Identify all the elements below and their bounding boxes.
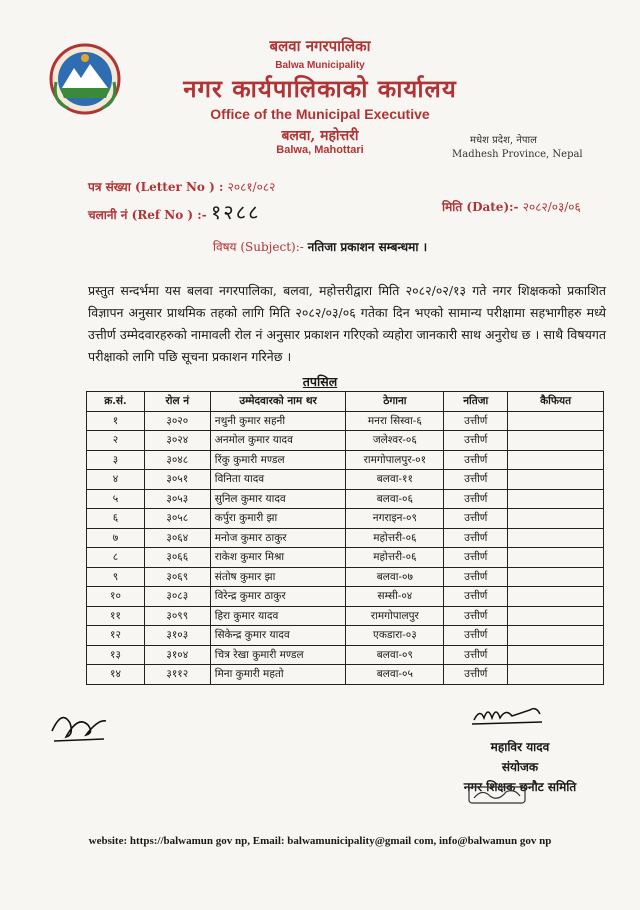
ref-number-label: चलानी नं (Ref No ) :- — [88, 208, 207, 222]
header-result: नतिजा — [444, 392, 508, 412]
date-value: २०८२/०३/०६ — [522, 200, 581, 214]
office-name-en: Office of the Municipal Executive — [210, 106, 430, 122]
office-name-np: नगर कार्यपालिकाको कार्यालय — [183, 74, 457, 103]
subject-line — [0, 238, 640, 255]
cell-serial: ६ — [87, 509, 145, 529]
cell-address: बलवा-०७ — [346, 567, 444, 587]
cell-roll-no: ३०४८ — [144, 450, 210, 470]
cell-address: रामगोपालपुर-०१ — [346, 450, 444, 470]
signatory-signature — [470, 702, 550, 726]
municipality-name-np: बलवा नगरपालिका — [269, 37, 371, 55]
cell-roll-no: ३०२४ — [144, 431, 210, 451]
date-label: मिति (Date):- — [442, 200, 519, 214]
cell-remarks — [508, 431, 604, 451]
official-stamp — [468, 786, 526, 804]
cell-roll-no: ३०५३ — [144, 489, 210, 509]
cell-remarks — [508, 548, 604, 568]
cell-serial: २ — [87, 431, 145, 451]
header-serial: क्र.सं. — [87, 392, 145, 412]
cell-address: बलवा-०६ — [346, 489, 444, 509]
table-row — [87, 645, 604, 665]
subject-text: नतिजा प्रकाशन सम्बन्धमा । — [307, 240, 428, 254]
cell-remarks — [508, 470, 604, 490]
cell-result: उत्तीर्ण — [444, 645, 508, 665]
cell-roll-no: ३०२० — [144, 411, 210, 431]
cell-roll-no: ३०५८ — [144, 509, 210, 529]
cell-remarks — [508, 645, 604, 665]
cell-candidate-name: रिंकु कुमारी मण्डल — [210, 450, 346, 470]
province-en: Madhesh Province, Nepal — [452, 149, 583, 160]
header-roll-no: रोल नं — [144, 392, 210, 412]
location-en: Balwa, Mahottari — [276, 144, 364, 156]
cell-remarks — [508, 509, 604, 529]
signatory-role: संयोजक — [501, 760, 539, 774]
cell-serial: ११ — [87, 606, 145, 626]
cell-address: बलवा-०५ — [346, 665, 444, 685]
table-row — [87, 528, 604, 548]
cell-result: उत्तीर्ण — [444, 509, 508, 529]
cell-remarks — [508, 567, 604, 587]
footer-contact: website: https://balwamun gov np, Email: balwamunicipality@gmail com, info@balwamun gov np — [88, 835, 552, 847]
cell-roll-no: ३१०३ — [144, 626, 210, 646]
cell-serial: ३ — [87, 450, 145, 470]
cell-address: नगराइन-०९ — [346, 509, 444, 529]
cell-address: बलवा-११ — [346, 470, 444, 490]
cell-result: उत्तीर्ण — [444, 528, 508, 548]
letter-number-label: पत्र संख्या (Letter No ) : — [88, 180, 224, 194]
cell-remarks — [508, 587, 604, 607]
cell-roll-no: ३०५१ — [144, 470, 210, 490]
cell-address: महोत्तरी-०६ — [346, 548, 444, 568]
cell-remarks — [508, 528, 604, 548]
cell-result: उत्तीर्ण — [444, 450, 508, 470]
cell-remarks — [508, 450, 604, 470]
cell-candidate-name: कर्पुरा कुमारी झा — [210, 509, 346, 529]
letter-number-value: २०८१/०८२ — [227, 180, 276, 194]
cell-serial: १ — [87, 411, 145, 431]
ref-number-value: १२८८ — [210, 200, 261, 224]
cell-serial: ४ — [87, 470, 145, 490]
left-signature — [48, 705, 112, 745]
cell-roll-no: ३०६९ — [144, 567, 210, 587]
cell-remarks — [508, 489, 604, 509]
table-row — [87, 665, 604, 685]
cell-serial: ८ — [87, 548, 145, 568]
cell-remarks — [508, 665, 604, 685]
cell-roll-no: ३१०४ — [144, 645, 210, 665]
location-np: बलवा, महोत्तरी — [281, 128, 359, 144]
table-row — [87, 548, 604, 568]
cell-serial: ९ — [87, 567, 145, 587]
cell-candidate-name: मिना कुमारी महतो — [210, 665, 346, 685]
date-row — [442, 198, 581, 215]
body-paragraph: प्रस्तुत सन्दर्भमा यस बलवा नगरपालिका, बलवा, महोत्तरीद्वारा मिति २०८२/०२/१३ गते नगर शिक्षकको प्रकाशित विज्ञापन अनुसार प्राथमिक तहको लागि मिति २०८२/०३/०६ गतेका दिन भएको सामान्य परीक्षामा सहभागीहरु मध्ये उत्तीर्ण उम्मेदवारहरुको नामावली रोल नं अनुसार प्रकाशन गरिएको व्यहोरा जानकारी साथ अनुरोध छ । साथै विषयगत परीक्षाको लागि पछि सूचना प्रकाशन गरिनेछ । — [88, 283, 606, 364]
cell-serial: १४ — [87, 665, 145, 685]
cell-address: मनरा सिस्वा-६ — [346, 411, 444, 431]
table-row — [87, 470, 604, 490]
cell-address: सम्सी-०४ — [346, 587, 444, 607]
table-row — [87, 606, 604, 626]
table-row — [87, 431, 604, 451]
header-remarks: कैफियत — [508, 392, 604, 412]
cell-serial: ७ — [87, 528, 145, 548]
cell-result: उत्तीर्ण — [444, 626, 508, 646]
cell-candidate-name: हिरा कुमार यादव — [210, 606, 346, 626]
table-header-row — [87, 392, 604, 412]
cell-roll-no: ३०६४ — [144, 528, 210, 548]
cell-result: उत्तीर्ण — [444, 567, 508, 587]
table-row — [87, 509, 604, 529]
cell-address: जलेश्वर-०६ — [346, 431, 444, 451]
header-candidate-name: उम्मेदवारको नाम थर — [210, 392, 346, 412]
cell-address: महोत्तरी-०६ — [346, 528, 444, 548]
cell-candidate-name: सिकेन्द्र कुमार यादव — [210, 626, 346, 646]
cell-candidate-name: सुनिल कुमार यादव — [210, 489, 346, 509]
cell-result: उत्तीर्ण — [444, 411, 508, 431]
table-row — [87, 587, 604, 607]
results-table — [86, 391, 604, 685]
ref-number-row — [88, 198, 261, 225]
province-np: मधेश प्रदेश, नेपाल — [470, 135, 537, 146]
cell-roll-no: ३०९९ — [144, 606, 210, 626]
cell-result: उत्तीर्ण — [444, 489, 508, 509]
cell-result: उत्तीर्ण — [444, 548, 508, 568]
cell-serial: १० — [87, 587, 145, 607]
cell-remarks — [508, 411, 604, 431]
cell-remarks — [508, 606, 604, 626]
cell-serial: १२ — [87, 626, 145, 646]
cell-serial: १३ — [87, 645, 145, 665]
cell-candidate-name: मनोज कुमार ठाकुर — [210, 528, 346, 548]
cell-result: उत्तीर्ण — [444, 587, 508, 607]
table-row — [87, 567, 604, 587]
cell-result: उत्तीर्ण — [444, 431, 508, 451]
cell-result: उत्तीर्ण — [444, 606, 508, 626]
cell-serial: ५ — [87, 489, 145, 509]
cell-candidate-name: नथुनी कुमार सहनी — [210, 411, 346, 431]
table-caption: तपसिल — [302, 374, 338, 389]
table-row — [87, 450, 604, 470]
cell-candidate-name: संतोष कुमार झा — [210, 567, 346, 587]
cell-candidate-name: राकेश कुमार मिश्रा — [210, 548, 346, 568]
cell-address: एकडारा-०३ — [346, 626, 444, 646]
table-row — [87, 489, 604, 509]
subject-label: विषय (Subject):- — [212, 240, 304, 254]
cell-result: उत्तीर्ण — [444, 470, 508, 490]
cell-roll-no: ३०८३ — [144, 587, 210, 607]
signatory-name: महाविर यादव — [490, 740, 550, 754]
cell-candidate-name: विरेन्द्र कुमार ठाकुर — [210, 587, 346, 607]
cell-candidate-name: चित्र रेखा कुमारी मण्डल — [210, 645, 346, 665]
table-row — [87, 626, 604, 646]
cell-address: रामगोपालपुर — [346, 606, 444, 626]
header-address: ठेगाना — [346, 392, 444, 412]
letter-number-row — [88, 178, 275, 195]
signatory-committee: नगर शिक्षक छनौट समिति — [463, 780, 577, 794]
cell-roll-no: ३०६६ — [144, 548, 210, 568]
cell-candidate-name: विनिता यादव — [210, 470, 346, 490]
cell-roll-no: ३११२ — [144, 665, 210, 685]
cell-remarks — [508, 626, 604, 646]
cell-result: उत्तीर्ण — [444, 665, 508, 685]
municipality-name-en: Balwa Municipality — [275, 60, 365, 71]
table-row — [87, 411, 604, 431]
cell-address: बलवा-०९ — [346, 645, 444, 665]
cell-candidate-name: अनमोल कुमार यादव — [210, 431, 346, 451]
